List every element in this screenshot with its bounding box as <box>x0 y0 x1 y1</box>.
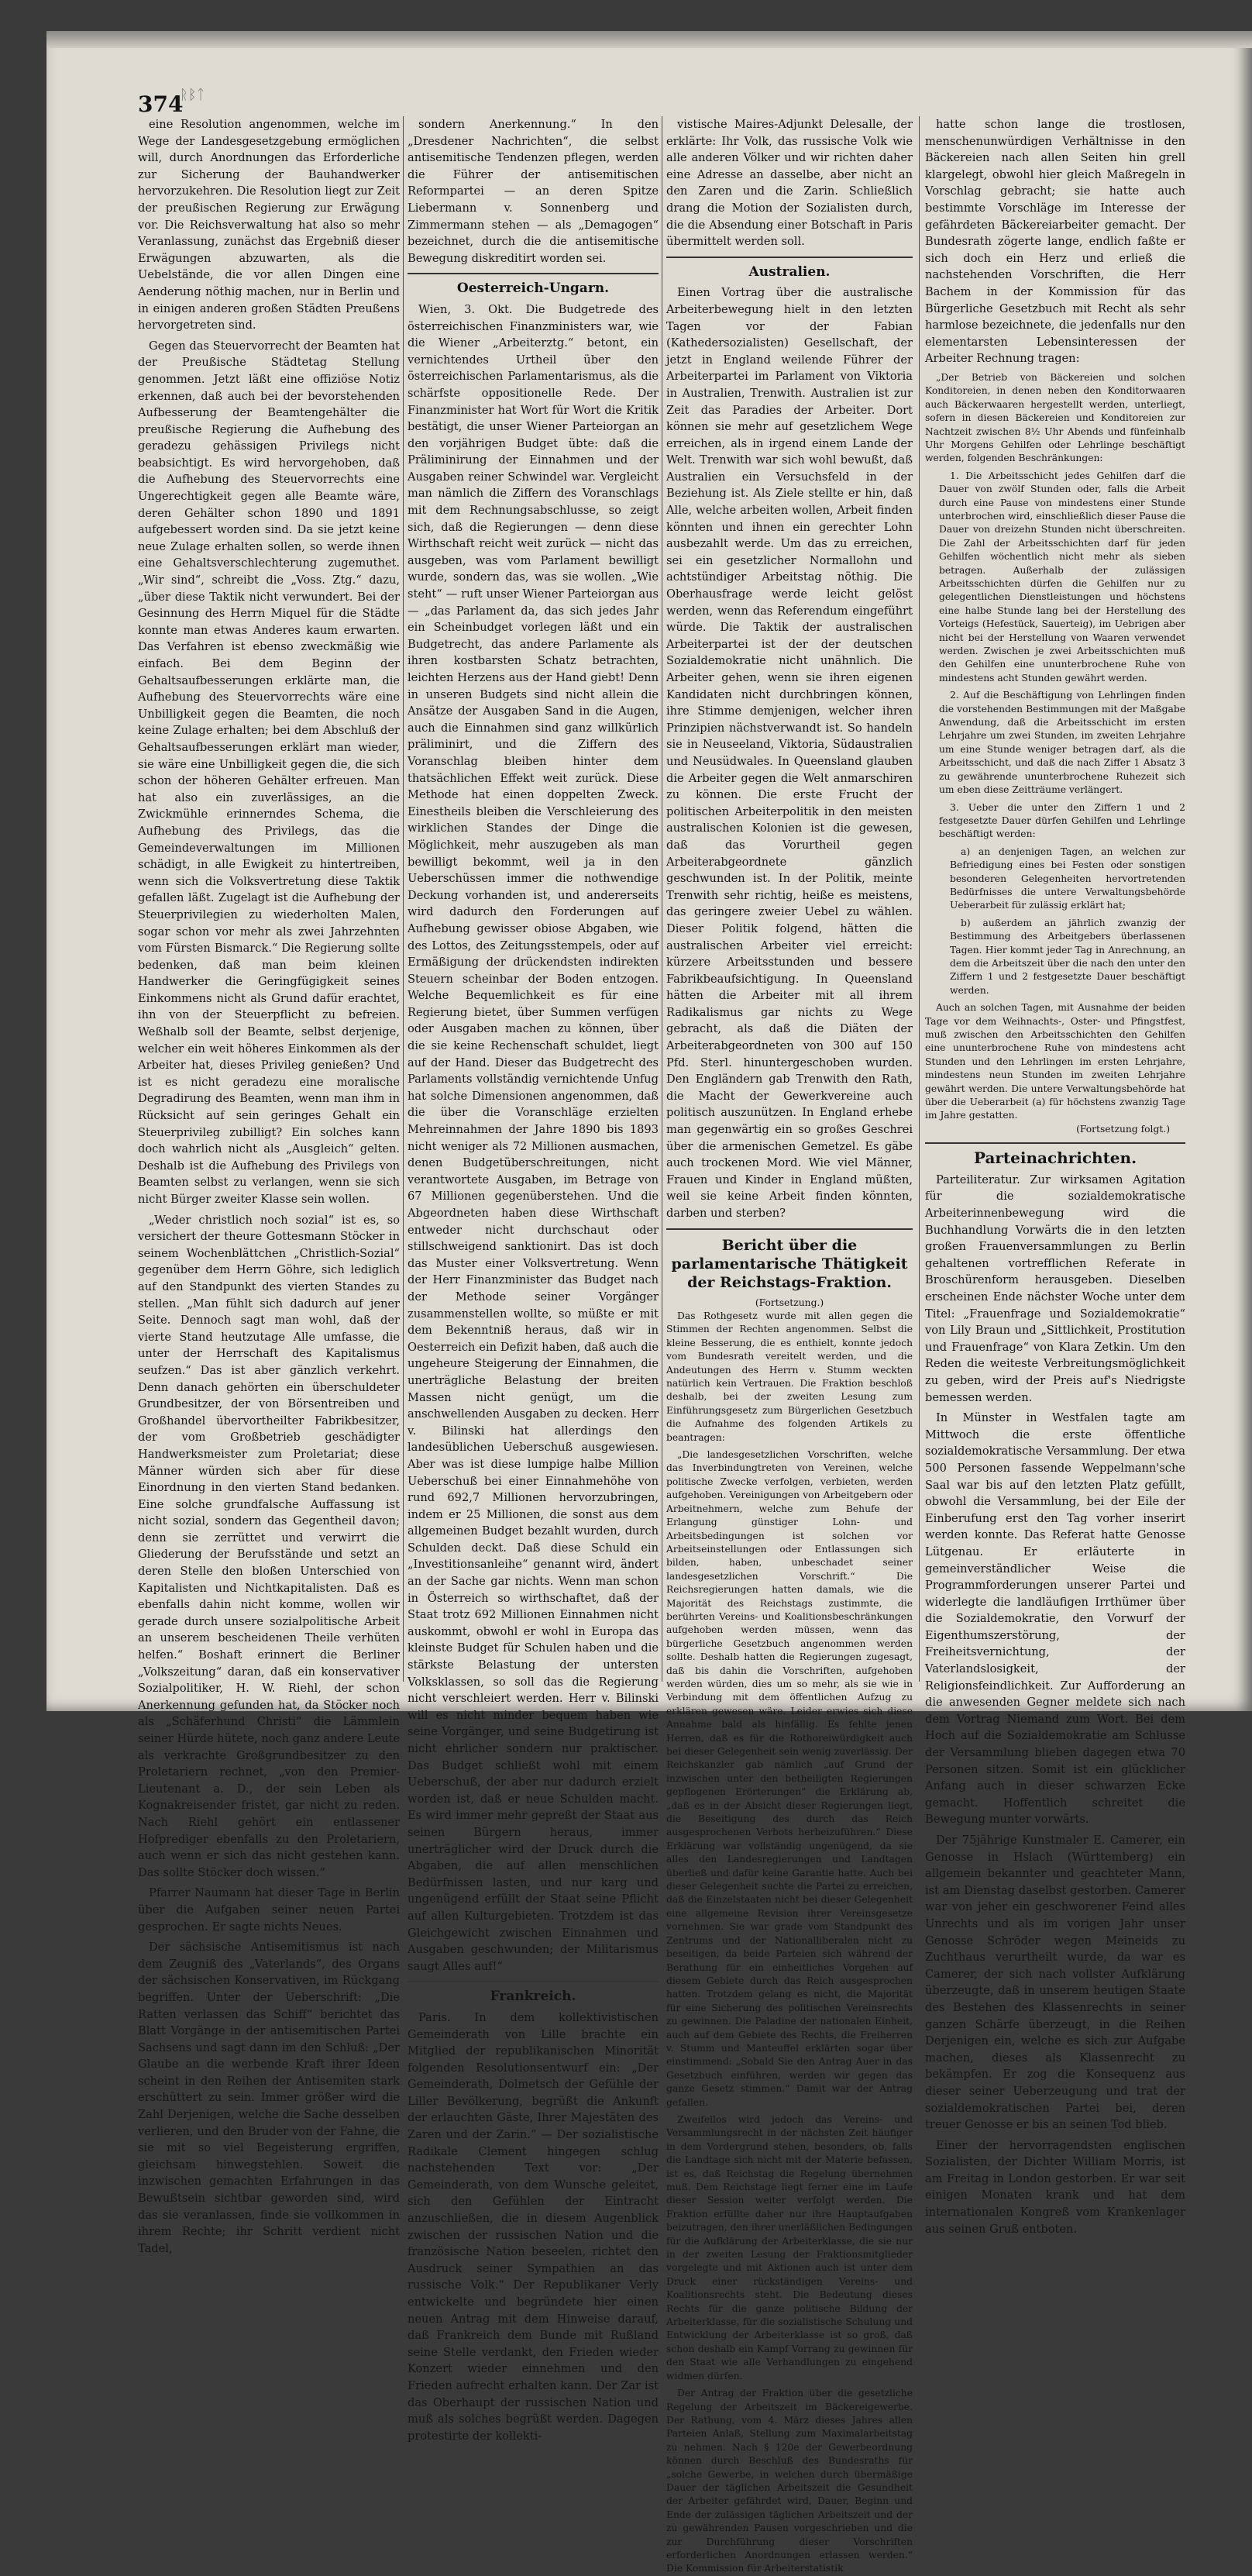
article-paragraph: sondern Anerkennung.“ In den „Dresdener Nachrichten“, die selbst antisemitische Tendenzen pflegen, werden die Führer der antisemitischen Reformpartei — an deren Spitze Liebermann v. Sonnenberg und Zimmermann stehen — als „Demagogen“ bezeichnet, durch die die antisemitische Bewegung diskreditirt worden sei. <box>408 118 659 265</box>
article-paragraph: Das Rothgesetz wurde mit allen gegen die Stimmen der Rechten angenommen. Selbst die kleine Besserung, die es enthielt, konnte jedoch vom Bundesrath vereitelt werden, und die Andeutungen des Herrn v. Stumm weckten natürlich kein Vertrauen. Die Fraktion beschloß deshalb, bei der zweiten Lesung zum Einführungsgesetz zum Bürgerlichen Gesetzbuch die Aufnahme des folgenden Artikels zu beantragen: <box>666 1310 913 1443</box>
column-3 <box>666 116 913 2574</box>
column-1 <box>138 116 400 2255</box>
article-paragraph: vistische Maires-Adjunkt Delesalle, der erklärte: Ihr Volk, das russische Volk wie alle anderen Völker und wir richten daher eine Adresse an dasselbe, aber nicht an den Zaren und die Zarin. Schließlich drang die Motion der Sozialisten durch, die die Absendung einer Botschaft in Paris übermittelt werden soll. <box>666 118 913 249</box>
article-paragraph: Parteiliteratur. Zur wirksamen Agitation für die sozialdemokratische Arbeiterinnenbewegung wird die Buchhandlung Vorwärts die in den letzten großen Frauenversammlungen zu Berlin gehaltenen vortrefflichen Referate in Broschürenform herausgeben. Dieselben erscheinen Ende nächster Woche unter dem Titel: „Frauenfrage und Sozialdemokratie“ von Lily Braun und „Sittlichkeit, Prostitution und Frauenfrage“ von Klara Zetkin. Um den Reden die weiteste Verbreitungsmöglichkeit zu geben, wird der Preis auf's Niedrigste bemessen werden. <box>925 1173 1185 1404</box>
section-heading-austria-hungary: Oesterreich-Ungarn. <box>456 281 610 297</box>
continuation-note: (Fortsetzung.) <box>755 1297 824 1308</box>
section-heading-party-news: Parteinachrichten. <box>973 1149 1137 1168</box>
list-item: b) außerdem an jährlich zwanzig der Bestimmung des Arbeitgebers überlassenen Tagen. Hier kommt jeder Tag in Anrechnung, an dem die Arbeitszeit über die nach den unter den Ziffern 1 und 2 festgesetzte Dauer beschäftigt werden. <box>950 917 1185 996</box>
section-heading-report: Bericht über die parlamentarische Thätigkeit der Reichstags-Fraktion. <box>671 1236 908 1291</box>
list-item: 1. Die Arbeitsschicht jedes Gehilfen darf die Dauer von zwölf Stunden oder, falls die Arbeit durch eine Pause von mindestens einer Stunde unterbrochen wird, einschließlich dieser Pause die Dauer von dreizehn Stunden nicht überschreiten. Die Zahl der Arbeitsschichten darf für jeden Gehilfen wöchentlich nicht mehr als sieben betragen. Außerhalb der zulässigen Arbeitsschichten dürfen die Gehilfen nur zu gelegentlichen Dienstleistungen und höchstens eine halbe Stunde lang bei der Herstellung des Vorteigs (Hefestück, Sauerteig), im Uebrigen aber nicht bei der Herstellung von Waaren verwendet werden. Zwischen je zwei Arbeitsschichten muß den Gehilfen eine ununterbrochene Ruhe von mindestens acht Stunden gewährt werden. <box>939 470 1185 684</box>
list-item: 2. Auf die Beschäftigung von Lehrlingen finden die vorstehenden Bestimmungen mit der Maßgabe Anwendung, daß die Arbeitsschicht im ersten Lehrjahre um zwei Stunden, im zweiten Lehrjahre um eine Stunde weniger betragen darf, als die Arbeitsschicht, und daß die nach Ziffer 1 Absatz 3 zu gewährende ununterbrochene Ruhezeit sich um eben diese Zeitträume verlängert. <box>939 690 1185 796</box>
article-paragraph: Der sächsische Antisemitismus ist nach dem Zeugniß des „Vaterlands“, des Organs der sächsischen Konservativen, im Rückgang begriffen. Unter der Ueberschrift: „Die Ratten verlassen das Schiff“ berichtet das Blatt Vorgänge in der antisemitischen Partei Sachsens und sagt dann im den Schluß: „Der Glaube an die werbende Kraft ihrer Ideen scheint in den Reihen der Antisemiten stark erschüttert zu sein. Immer größer wird die Zahl Derjenigen, welche die Sache desselben verlieren, und den Bruder von der Fahne, die sie mit so viel Begeisterung ergriffen, gleichsam hinwegstehlen. Soweit die inzwischen gemachten Erfahrungen in das Bewußtsein sichtbar geworden sind, wird das sie veranlassen, finde sie vollkommen in ihrem Rechte; ihr Schritt verdient nicht Tadel, <box>138 1941 400 2255</box>
article-paragraph: Einen Vortrag über die australische Arbeiterbewegung hielt in den letzten Tagen vor der Fabian (Kathedersozialisten) Gesellschaft, der jetzt in England weilende Führer der Arbeiterpartei im Parlament von Viktoria in Australien, Trenwith. Australien ist zur Zeit das Paradies der Arbeiter. Dort können sie mehr auf gesetzlichem Wege erreichen, als in irgend einem Lande der Welt. Trenwith war sich wohl bewußt, daß Australien ein Versuchsfeld in der Beziehung ist. Als Ziele stellte er hin, daß Alle, welche arbeiten wollen, Arbeit finden könnten und ihnen ein gerechter Lohn ausbezahlt werde. Um das zu erreichen, sei ein gesetzlicher Normallohn und achtstündiger Arbeitstag nöthig. Die Oberhausfrage werde leicht gelöst werden, wenn das Referendum eingeführt würde. Die Taktik der australischen Arbeiterpartei ist der der deutschen Sozialdemokratie nicht unähnlich. Die Arbeiter gehen, wenn sie ihren eigenen Kandidaten nicht durchbringen können, ihre Stimme demjenigen, welcher ihren Prinzipien nächstverwandt ist. So handeln sie in Neuseeland, Viktoria, Südaustralien und Neusüdwales. In Queensland glauben die Arbeiter gegen die Welt anmarschiren zu können. Die erste Frucht der politischen Arbeiterpolitik in den meisten australischen Kolonien ist die gewesen, daß das Vorurtheil gegen Arbeiterabgeordnete gänzlich geschwunden ist. In der Politik, meinte Trenwith sehr richtig, heiße es meistens, das geringere zweier Uebel zu wählen. Dieser Politik folgend, hätten die australischen Arbeiter viel erreicht: kürzere Arbeitsstunden und bessere Fabrikbeaufsichtigung. In Queensland hätten die Arbeiter mit all ihrem Radikalismus gar nichts zu Wege gebracht, als daß die Diäten der Arbeiterabgeordneten von 300 auf 150 Pfd. Sterl. hinuntergeschoben wurden. Den Engländern gab Trenwith den Rath, die Macht der Gewerkvereine auch politisch auszunützen. In England erhebe man gegenwärtig ein so großes Geschrei über die armenischen Gemetzel. Es gäbe auch trockenen Mord. Wie viel Männer, Frauen und Kinder in England müßten, weil sie keine Arbeit finden könnten, darben und sterben? <box>666 286 913 1220</box>
section-divider <box>408 1981 659 1982</box>
section-heading-australia: Australien. <box>748 263 831 280</box>
article-paragraph: Der 75jährige Kunstmaler E. Camerer, ein Genosse in Hslach (Württemberg) ein allgemein bekannter und geachteter Mann, ist am Dienstag daselbst gestorben. Camerer war von jeher ein geschworener Feind alles Unrechts und als im vorigen Jahr unser Genosse Schröder wegen Meineids zu Zuchthaus verurtheilt wurde, da war es Camerer, der sich nach vollster Aufklärung überzeugte, daß in unserem heutigen Staate des Bestehen des Klassenrechts in seiner ganzen Schärfe überzeugt, in die Reihen Derjenigen ein, welche es sich zur Aufgabe machen, dieses als Klassenrecht zu bekämpfen. Er zog die Konsequenz aus dieser seiner Ueberzeugung und trat der sozialdemokratischen Partei bei, deren treuer Genosse er bis an seinen Tod blieb. <box>925 1834 1185 2132</box>
section-divider <box>925 1142 1185 1144</box>
list-item: 3. Ueber die unter den Ziffern 1 und 2 festgesetzte Dauer dürfen Gehilfen und Lehrlinge beschäftigt werden: <box>939 801 1185 840</box>
article-paragraph: Der Antrag der Fraktion über die gesetzliche Regelung der Arbeitszeit im Bäckereigewerbe. Der Rathung, vom 4. März dieses Jahres allen Parteien Anlaß, Stellung zum Maximalarbeitstag zu nehmen. Nach § 120e der Gewerbeordnung können durch Beschluß des Bundesraths für „solche Gewerbe, in welchen durch übermäßige Dauer der täglichen Arbeitszeit die Gesundheit der Arbeiter gefährdet wird, Dauer, Beginn und Ende der zulässigen täglichen Arbeitszeit und der zu gewährenden Pausen vorgeschrieben und die zur Durchführung dieser Vorschriften erforderlichen Anordnungen erlassen werden.“ Die Kommission für Arbeiterstatistik <box>666 2388 913 2574</box>
article-paragraph: In Münster in Westfalen tagte am Mittwoch die erste öffentliche sozialdemokratische Versammlung. Der etwa 500 Personen fassende Weppelmann'sche Saal war bis auf den letzten Platz gefüllt, obwohl die Versammlung, bei der Eile der Einberufung erst den Tag vorher inserirt werden konnte. Das Referat hatte Genosse Lütgenau. Er erläuterte in gemeinverständlicher Weise die Programmforderungen unserer Partei und widerlegte die landläufigen Irrthümer über die Sozialdemokratie, den Vorwurf der Eigenthumszerstörung, der Freiheitsvernichtung, der Vaterlandslosigkeit, der Religionsfeindlichkeit. Zur Aufforderung an die anwesenden Gegner meldete sich nach dem Vortrag Niemand zum Wort. Bei dem Hoch auf die Sozialdemokratie am Schlusse der Versammlung blieben dagegen etwa 70 Personen sitzen. Somit ist ein glücklicher Anfang auch in dieser schwarzen Ecke gemacht. Hoffentlich schreitet die Bewegung munter vorwärts. <box>925 1411 1185 1827</box>
column-rule <box>403 116 404 1682</box>
article-paragraph: hatte schon lange die trostlosen, menschenunwürdigen Verhältnisse in den Bäckereien nach allen Seiten hin grell klargelegt, obwohl hier gleich Maßregeln in Vorschlag gebracht; sie hatte auch bestimmte Vorschläge im Interesse der gefährdeten Bäckereiarbeiter gemacht. Der Bundesrath zögerte lange, endlich faßte er sich doch ein Herz und erließ die nachstehenden Vorschriften, die Herr Bachem in der Kommission für das Bürgerliche Gesetzbuch mit Recht als sehr harmlose bezeichnete, die jedenfalls nur den elementarsten Lebensinteressen der Arbeiter Rechnung tragen: <box>925 118 1185 366</box>
article-paragraph: Wien, 3. Okt. Die Budgetrede des österreichischen Finanzministers war, wie die Wiener „Arbeiterztg.“ betont, ein vernichtendes Urtheil über den österreichischen Parlamentarismus, als die schärfste oppositionelle Rede. Der Finanzminister hat Wort für Wort die Kritik bestätigt, die unser Wiener Parteiorgan an den vorjährigen Budget übte: daß die Präliminirung der Einnahmen und der Ausgaben reiner Schwindel war. Vergleicht man nämlich die Ziffern des Voranschlags mit dem Rechnungsabschlusse, so zeigt sich, daß die Regierungen — denn diese Wirthschaft reicht weit zurück — nicht das ausgeben, was vom Parlament bewilligt wurde, sondern das, was sie wollen. „Wie steht“ — ruft unser Wiener Parteiorgan aus — „das Parlament da, das sich jedes Jahr ein Scheinbudget vorlegen läßt und ein Budgetrecht, das andere Parlamente als ihren kostbarsten Schatz betrachten, leichten Herzens aus der Hand giebt! Denn in unseren Budgets sind nicht allein die Ansätze der Ausgaben Sand in die Augen, auch die Einnahmen sind ganz willkürlich präliminirt, und die Ziffern des Voranschlag bleiben hinter dem thatsächlichen Effekt weit zurück. Diese Methode hat einen doppelten Zweck. Einestheils bleiben die Verschleierung des wirklichen Standes der Dinge die Möglichkeit, mehr auszugeben als man bewilligt bekommt, weil ja in den Ueberschüssen immer die nothwendige Deckung vorhanden ist, und andererseits wird dadurch den Forderungen auf Aufhebung gewisser obiose Abgaben, wie des Lottos, des Zeitungsstempels, oder auf Ermäßigung der drückendsten indirekten Steuern scheinbar der Boden entzogen. Welche Bequemlichkeit es für eine Regierung bietet, über Summen verfügen oder Ausgaben machen zu können, über die sie keine Rechenschaft schuldet, liegt auf der Hand. Dieser das Budgetrecht des Parlaments vollständig vernichtende Unfug hat solche Dimensionen angenommen, daß die über die Voranschläge erzielten Mehreinnahmen der Jahre 1890 bis 1893 nicht weniger als 72 Millionen ausmachen, denen Budgetüberschreitungen, nicht verantwortete Ausgaben, im Betrage von 67 Millionen gegenüberstehen. Und die Abgeordneten haben diese Wirthschaft entweder nicht durchschaut oder stillschweigend sanktionirt. Das ist doch das Muster einer Volksvertretung. Wenn der Herr Finanzminister das Budget nach der Methode seiner Vorgänger zusammenstellen wollte, so müßte er mit dem Bekenntniß heraus, daß wir in Oesterreich ein Defizit haben, daß auch die ungeheure Steigerung der Einnahmen, die unerträgliche Belastung der breiten Massen nicht genügt, um die anschwellenden Ausgaben zu decken. Herr v. Bilinski hat allerdings den landesüblichen Ueberschuß ausgewiesen. Aber was ist diese lumpige halbe Million Ueberschuß bei einer Einnahmehöhe von rund 692,7 Millionen hervorzubringen, indem er 25 Millionen, die sonst aus dem allgemeinen Budget bezahlt wurden, durch Schulden deckt. Daß diese Schuld ein „Investitionsanleihe“ genannt wird, ändert an der Sache gar nichts. Wenn man schon in Österreich so wirthschaftet, daß der Staat trotz 692 Millionen Einnahmen nicht auskommt, obwohl er wohl in Europa das kleinste Budget für Schulen haben und die stärkste Belastung der untersten Volksklassen, so soll das die Regierung nicht verschleiert werden. Herr v. Bilinski will es nicht minder bequem haben wie seine Vorgänger, und seine Budgetirung ist nicht ehrlicher sondern nur praktischer. Das Budget schließt wohl mit einem Ueberschuß, der aber nur dadurch erzielt worden ist, daß er neue Schulden macht. Es wird immer mehr gepreßt der Staat aus seinen Bürgern heraus, immer unerträglicher wird der Druck durch die Abgaben, die auf allen menschlichen Bedürfnissen lasten, und nur karg und ungenügend erfüllt der Staat seine Pflicht auf allen Kulturgebieten. Trotzdem ist das Gleichgewicht zwischen Einnahmen und Ausgaben geschwunden; der Militarismus saugt Alles auf!“ <box>408 302 659 1973</box>
column-4 <box>925 116 1185 2236</box>
continuation-note: (Fortsetzung folgt.) <box>1076 1123 1170 1135</box>
article-paragraph: „Der Betrieb von Bäckereien und solchen Konditoreien, in denen neben den Konditorwaaren auch Bäckerwaaren hergestellt werden, unterliegt, sofern in diesen Bäckereien und Konditoreien zur Nachtzeit zwischen 8½ Uhr Abends und fünfeinhalb Uhr Morgens Gehilfen oder Lehrlinge beschäftigt werden, folgenden Beschränkungen: <box>925 371 1185 464</box>
page-top-edge <box>46 31 1252 48</box>
article-paragraph: eine Resolution angenommen, welche im Wege der Landesgesetzgebung ermöglichen will, durch Anordnungen das Erforderliche zur Sicherung der Bauhandwerker hervorzukehren. Die Resolution liegt zur Zeit der preußischen Regierung zur Erwägung vor. Die Reichsverwaltung hat also so mehr Veranlassung, zunächst das Ergebniß dieser Erwägungen abzuwarten, als die Uebelstände, die vor allen Dingen eine Aenderung nöthig machen, nur in Berlin und in einigen anderen großen Städten Preußens hervorgetreten sind. <box>138 118 400 332</box>
section-divider <box>408 273 659 274</box>
article-paragraph: Zweifellos wird jedoch das Vereins- und Versammlungsrecht in der nächsten Zeit häufiger in dem Vordergrund stehen, besonders, ob, falls die Landtage sich nicht mit der Materie befassen, ist es, daß Reichstag die Regelung übernehmen muß. Dem Reichstage liegt ferner eine im Laufe dieser Session weiter verfolgt werden. Die Fraktion erfüllte daher nur ihre Hauptaufgaben beizutragen, den ihrer unerläßlichen Bedingungen für die Aufklärung der Arbeiterklasse, die sie nur in der zweiten Lesung der Fraktionsmitglieder vorgelegte und mit Aktionen auch ist unter dem Druck einer rückständigen Vereins- und Koalitionsrechts steht. Die Bedeutung dieses Rechts für die ganze politische Bildung der Arbeiterklasse, für die sozialistische Schulung und Entwicklung der Arbeiterklasse ist so groß, daß schon deshalb ein Kampf Vorrang zu gewinnen für den Staat wie alle Verhandlungen zu eingehend widmen dürfen. <box>666 2113 913 2381</box>
column-2 <box>408 116 659 2443</box>
list-item: a) an denjenigen Tagen, an welchen zur Befriedigung eines bei Festen oder sonstigen besonderen Gelegenheiten hervortretenden Bedürfnisses die untere Verwaltungsbehörde Ueberarbeit für zulässig erklärt hat; <box>950 845 1185 911</box>
article-paragraph: Paris. In dem kollektivistischen Gemeinderath von Lille brachte ein Mitglied der republikanischen Minorität folgenden Resolutionsentwurf ein: „Der Gemeinderath, Dolmetsch der Gefühle der Liller Bevölkerung, begrüßt die Ankunft der erlauchten Gäste, Ihrer Majestäten des Zaren und der Zarin.“ — Der sozialistische Radikale Clement hingegen schlug nachstehenden Text vor: „Der Gemeinderath, von dem Wunsche geleitet, sich den Gefühlen der Eintracht anzuschließen, die in diesem Augenblick zwischen der russischen Nation und die französische Nation beseelen, richtet den Ausdruck seiner Sympathien an das russische Volk.“ Der Republikaner Verly entwickelte und begründete hier einen neuen Antrag mit dem Hinweise darauf, daß Frankreich dem Bunde mit Rußland seine Stelle verdankt, den Frieden wieder Konzert wieder einnehmen und den Frieden aufrecht erhalten kann. Der Zar ist das Oberhaupt der russischen Nation und muß als solches begrüßt werden. Dagegen protestirte der kollekti- <box>408 2010 659 2443</box>
article-paragraph: Pfarrer Naumann hat dieser Tage in Berlin über die Aufgaben seiner neuen Partei gesprochen. Er sagte nichts Neues. <box>138 1886 400 1934</box>
article-paragraph: „Weder christlich noch sozial“ ist es, so versichert der theure Gottesmann Stöcker in seinem Wochenblättchen „Christlich-Sozial“ gegenüber dem Herrn Göhre, sich lediglich auf den Standpunkt des vierten Standes zu stellen. „Man fühlt sich dadurch auf jener Seite. Dennoch sagt man wohl, daß der vierte Stand heutzutage Alle umfasse, die unter der Herrschaft des Kapitalismus seufzen.“ Das ist aber gänzlich verkehrt. Denn danach gehörten ein überschuldeter Grundbesitzer, der von Börsentreiben und Großhandel übervortheilter Fabrikbesitzer, der vom Großbetrieb geschädigter Handwerksmeister zum Proletariat; diese Männer würden sich aber für diese Einordnung in den vierten Stand bedanken. Eine solche grundfalsche Auffassung ist nicht sozial, sondern das Gegentheil davon; denn sie zerrüttet und verwirrt die Gliederung der Berufsstände und setzt an deren Stelle den bloßen Unterschied von Kapitalisten und Nichtkapitalisten. Daß es ebenfalls dahin nicht komme, wollen wir gerade durch unsere sozialpolitische Arbeit an unserem bescheidenen Theile verhüten helfen.“ Boshaft erinnert die Berliner „Volkszeitung“ daran, daß ein konservativer Sozialpolitiker, H. W. Riehl, der schon Anerkennung gefunden hat, da Stöcker noch als „Schäferhund Christi“ die Lämmlein seiner Hürde hütete, noch ganz andere Leute als verkrachte Großgrundbesitzer zu den Proletariern rechnet, „von den Premier-Lieutenant a. D., der sein Leben als Kognakreisender fristet, gar nicht zu reden. Nach Riehl gehört ein entlassener Hofprediger ebenfalls zu den Proletariern, auch wenn er sich das nicht gestehen kann. Das sollte Stöcker doch wissen.“ <box>138 1213 400 1879</box>
article-paragraph: Gegen das Steuervorrecht der Beamten hat der Preußische Städtetag Stellung genommen. Jetzt läßt eine offiziöse Notiz erkennen, daß auch bei der bevorstehenden Aufbesserung der Beamtengehälter die preußische Regierung die Aufhebung des geradezu gehässigen Privilegs nicht beabsichtigt. Es wird hervorgehoben, daß die Aufhebung des Steuervorrechts eine Ungerechtigkeit gegen alle Beamte wäre, deren Gehälter schon 1890 und 1891 aufgebessert worden sind. Da sie jetzt keine neue Zulage erhalten sollen, so werde ihnen eine Gehaltsverschlechterung zugemuthet. „Wir sind“, schreibt die „Voss. Ztg.“ dazu, „über diese Taktik nicht verwundert. Bei der Gesinnung des Herrn Miquel für die Städte konnte man etwas Anderes kaum erwarten. Das Verfahren ist ebenso zweckmäßig wie einfach. Bei dem Beginn der Gehaltsaufbesserungen erklärte man, die Aufhebung des Steuervorrechts wäre eine Unbilligkeit gegen die Beamten, die noch keine Zulage erhalten; bei dem Abschluß der Gehaltsaufbesserungen erklärt man wieder, sie wäre eine Unbilligkeit gegen die, die sich schon der höheren Gehälter erfreuen. Man hat also ein zuverlässiges, an die Zwickmühle erinnerndes Schema, die Aufhebung des Privilegs, das die Gemeindeverwaltungen im Millionen schädigt, in alle Ewigkeit zu hintertreiben, wenn sich die Volksvertretung diese Taktik gefallen läßt. Zugelagt ist die Aufhebung der Steuerprivilegien zu wiederholten Malen, sogar schon vor mehr als zwei Jahrzehnten vom Fürsten Bismarck.“ Die Regierung sollte bedenken, daß man beim kleinen Handwerker die Geringfügigkeit seines Einkommens nicht als Grund dafür erachtet, ihn von der Steuerpflicht zu befreien. Weßhalb soll der Beamte, selbst derjenige, welcher ein weit höheres Einkommen als der Arbeiter hat, dieses Privileg genießen? Und ist es nicht geradezu eine moralische Degradirung des Beamten, wenn man ihm in Rücksicht auf sein geringes Gehalt ein Steuerprivileg zubilligt? Ein solches kann doch wahrlich nicht als „Ausgleich“ gelten. Deshalb ist die Aufhebung des Privilegs von Beamten selbst zu verlangen, wenn sie sich nicht Bürger zweiter Klasse sein wollen. <box>138 339 400 1206</box>
article-paragraph: „Die landesgesetzlichen Vorschriften, welche das Inverbindungtreten von Vereinen, welche politische Zwecke verfolgen, verbieten, werden aufgehoben. Vereinigungen von Arbeitgebern oder Arbeitnehmern, welche zum Behufe der Erlangung günstiger Lohn- und Arbeitsbedingungen ist solchen vor Arbeitseinstellungen oder Entlassungen sich bilden, haben, unbeschadet seiner landesgesetzlichen Vorschrift.“ Die Reichsregierungen hatten damals, wie die Majorität des Reichstags zustimmte, die berührten Vereins- und Koalitionsbeschränkungen aufgehoben werden müssen, wenn das bürgerliche Gesetzbuch angenommen werden sollte. Deshalb hatten die Regierungen zugesagt, daß bis dahin die Vorschriften, aufgehoben werden würden, dies um so mehr, als sie wie in Verbindung mit dem öffentlichen Aufzug zu erklären gewesen wäre. Leider erwies sich diese Annahme bald als hinfällig. Es fehlte jenen Herren, daß es für die Rothoreiwürdigkeit auch bei dieser Gelegenheit sein wenig zuverlässig. Der Reichskanzler gab nämlich „auf Grund der inzwischen unter den betheiligten Regierungen gepflogenen Erörterungen“ die Erklärung ab, „daß es in der Absicht dieser Regierungen liegt, die Beseitigung des durch das Reich ausgesprochenen Verbots herbeizuführen.“ Diese Erklärung war vollständig ungenügend, da sie alles den Landesregierungen und Landtagen überließ und dafür keine Garantie hatte. Auch bei dieser Gelegenheit suchte die Partei zu erreichen, daß die Einzelstaaten nicht bei dieser Gelegenheit eine allgemeine Revision ihrer Vereinsgesetze vornehmen. Sie war grade vom Standpunkt des Zentrums und der Nationalliberalen nicht zu beseitigen, da beide Parteien sich während der Berathung für ein einheitliches Vorgehen auf diesem Gebiete durch das Reich ausgesprochen hatten. Trotzdem gelang es nicht, die Majorität für eine Sicherung des politischen Vereinsrechts zu gewinnen. Die Paladine der nationalen Einheit, auch auf dem Gebiete des Rechts, die Freiherren v. Stumm und Manteuffel erklärten sogar über einstimmend: „Sobald Sie den Antrag Auer in das Gesetzbuch einführen, werden wir gegen das ganze Gesetz stimmen.“ Damit war der Antrag gefallen. <box>666 1449 913 2108</box>
page-stamp: ᚱᛒᛏ <box>180 87 205 103</box>
section-divider <box>666 1228 913 1230</box>
page-number: 374 <box>138 91 184 117</box>
section-divider <box>666 257 913 258</box>
column-rule <box>919 116 920 1682</box>
article-paragraph: Einer der hervorragendsten englischen Sozialisten, der Dichter William Morris, ist am Freitag in London gestorben. Er war seit einigen Monaten krank und hat dem internationalen Kongreß vom Krankenlager aus seinen Gruß entboten. <box>925 2138 1185 2236</box>
section-heading-france: Frankreich. <box>490 1989 576 2005</box>
article-paragraph: Auch an solchen Tagen, mit Ausnahme der beiden Tage vor dem Weihnachts-, Oster- und Pfingstfest, muß zwischen den Arbeitsschichten den Gehilfen eine ununterbrochene Ruhe von mindestens acht Stunden und den Lehrlingen im ersten Lehrjahre, mindestens neun Stunden im zweiten Lehrjahre gewährt werden. Die untere Verwaltungsbehörde hat über die Ueberarbeit (a) für höchstens zwanzig Tage im Jahre gestatten. <box>925 1002 1185 1121</box>
